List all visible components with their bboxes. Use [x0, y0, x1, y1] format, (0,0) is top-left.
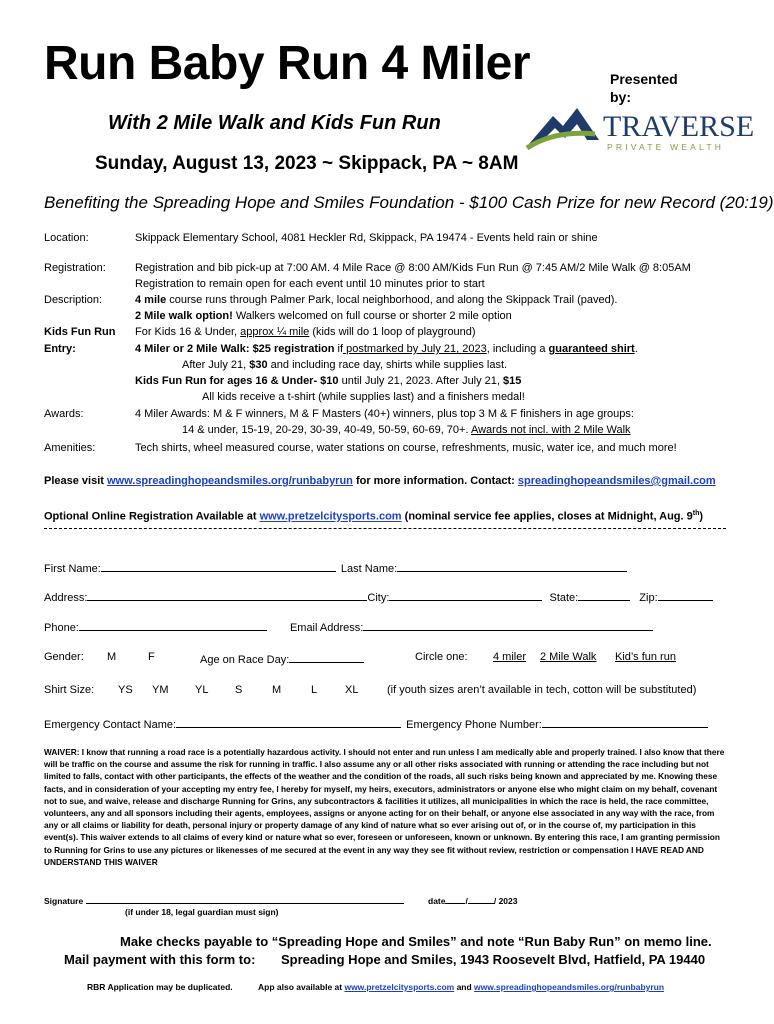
option-kids-fun-run[interactable] [615, 651, 676, 663]
presented-by-text: Presented by: [610, 71, 678, 105]
cut-line-divider [44, 528, 726, 529]
kids-fun-run-label: Kids Fun Run [44, 326, 116, 338]
address-row [44, 589, 713, 604]
size-ym[interactable]: YM [152, 684, 169, 696]
gender-label: Gender: [44, 651, 84, 663]
address-field[interactable] [87, 589, 367, 601]
first-name-field[interactable] [101, 560, 336, 572]
after-a: After July 21, [182, 359, 250, 371]
kids-distance: approx ¼ mile [240, 326, 310, 338]
date-month-field[interactable] [445, 894, 468, 906]
online-sup: th [692, 510, 700, 517]
description-text-1: course runs through Palmer Park, local neighborhood, and along the Skippack Trail (paved). [166, 294, 618, 306]
emergency-phone-label: Emergency Phone Number: [406, 719, 542, 731]
description-bold-2: 2 Mile walk option! [135, 310, 233, 322]
first-name-label: First Name: [44, 563, 101, 575]
email-label: Email Address: [289, 622, 364, 634]
subtitle: With 2 Mile Walk and Kids Fun Run [108, 112, 441, 134]
mountain-logo-icon [527, 108, 599, 148]
event-dateline: Sunday, August 13, 2023 ~ Skippack, PA ~ 8AM [95, 153, 519, 174]
size-s[interactable]: S [235, 684, 243, 696]
registration-label: Registration: [44, 262, 106, 274]
first-name-row [44, 560, 627, 575]
emergency-row [44, 716, 708, 731]
age-label: Age on Race Day: [200, 654, 290, 666]
age-row [200, 651, 364, 666]
app-link-runbabyrun[interactable]: www.spreadinghopeandsmiles.org/runbabyrun [474, 982, 665, 992]
city-label: City: [367, 592, 390, 604]
emergency-name-label: Emergency Contact Name: [44, 719, 177, 731]
online-a: Optional Online Registration Available at [44, 510, 260, 523]
amenities-label: Amenities: [44, 442, 96, 454]
entry-label: Entry: [44, 343, 76, 355]
option-4-miler[interactable] [493, 651, 526, 663]
age-field[interactable] [289, 651, 364, 663]
online-registration-line [44, 510, 703, 523]
last-name-field[interactable] [397, 560, 627, 572]
location-label: Location: [44, 232, 89, 244]
address-label: Address: [44, 592, 88, 604]
description-label: Description: [44, 294, 103, 306]
email-field[interactable] [363, 619, 653, 631]
option-4-miler-text: 4 miler [493, 651, 527, 663]
zip-label: Zip: [639, 592, 658, 604]
guardian-note: (if under 18, legal guardian must sign) [125, 907, 279, 917]
size-m[interactable]: M [272, 684, 282, 696]
entry-b: , including a [486, 343, 549, 355]
date-row [428, 894, 518, 906]
shirt-note: (if youth sizes aren’t available in tech, cotton will be substituted) [387, 684, 697, 696]
kids-fee-bold: Kids Fun Run for ages 16 & Under- $10 [135, 375, 339, 387]
phone-field[interactable] [79, 619, 267, 631]
kids-fee-line [135, 375, 521, 387]
mail-address: Spreading Hope and Smiles, 1943 Roosevelt Blvd, Hatfield, PA 19440 [281, 952, 706, 967]
entry-c: . [634, 343, 638, 355]
entry-fee-line [135, 343, 638, 355]
emergency-name-field[interactable] [176, 716, 401, 728]
size-ys[interactable]: YS [118, 684, 133, 696]
contact-email-link[interactable]: spreadinghopeandsmiles@gmail.com [517, 475, 716, 487]
page-title: Run Baby Run 4 Miler [44, 37, 531, 90]
app-link-pretzel[interactable]: www.pretzelcitysports.com [344, 982, 455, 992]
phone-label: Phone: [44, 622, 79, 634]
location-text: Skippack Elementary School, 4081 Heckler Rd, Skippack, PA 19474 - Events held rain or shine [135, 232, 598, 244]
after-b: and including race day, shirts while supplies last. [267, 359, 508, 371]
kids-text-a: For Kids 16 & Under, [135, 326, 241, 338]
benefit-line: Benefiting the Spreading Hope and Smiles Foundation - $100 Cash Prize for new Record (20:19) [44, 193, 774, 212]
signature-label: Signature [44, 896, 84, 906]
date-label: date [428, 896, 446, 906]
gender-f-option[interactable]: F [148, 651, 155, 663]
phone-row [44, 619, 653, 634]
logo-tagline: PRIVATE WEALTH [607, 142, 725, 152]
registration-text-1: Registration and bib pick-up at 7:00 AM. 4 Mile Race @ 8:00 AM/Kids Fun Run @ 7:45 AM/2 Mile Walk @ 8:05AM [135, 262, 691, 274]
visit-line [44, 475, 716, 487]
kids-fee-late: $15 [503, 375, 522, 387]
entry-a: if [334, 343, 344, 355]
awards-line-1: 4 Miler Awards: M & F winners, M & F Masters (40+) winners, plus top 3 M & F finishers in age groups: [135, 408, 634, 420]
date-day-field[interactable] [468, 894, 494, 904]
shirt-size-label: Shirt Size: [44, 684, 95, 696]
awards-age-groups: 14 & under, 15-19, 20-29, 30-39, 40-49, 50-59, 60-69, 70+. [182, 424, 471, 436]
runbabyrun-link[interactable]: www.spreadinghopeandsmiles.org/runbabyrun [107, 475, 353, 487]
description-text-2: Walkers welcomed on full course or shorter 2 mile option [232, 310, 512, 322]
size-yl[interactable]: YL [195, 684, 209, 696]
registration-text-2: Registration to remain open for each event until 10 minutes prior to start [135, 278, 485, 290]
description-bold-1: 4 mile [135, 294, 167, 306]
option-2-mile-walk-text: 2 Mile Walk [540, 651, 597, 663]
app-a: App also available at [258, 982, 345, 992]
after-price: $30 [249, 359, 268, 371]
size-xl[interactable]: XL [345, 684, 359, 696]
pretzelcitysports-link[interactable]: www.pretzelcitysports.com [259, 510, 402, 523]
entry-postmark: postmarked by July 21, 2023 [343, 343, 487, 355]
online-b: (nominal service fee applies, closes at Midnight, Aug. 9 [401, 510, 693, 523]
duplicate-note: RBR Application may be duplicated. [87, 982, 233, 992]
late-fee-line [182, 359, 507, 371]
last-name-label: Last Name: [340, 563, 398, 575]
zip-field[interactable] [658, 589, 713, 601]
app-available-line [258, 982, 664, 992]
date-year: / 2023 [493, 896, 518, 906]
gender-m-option[interactable]: M [107, 651, 117, 663]
signature-field[interactable] [86, 894, 404, 904]
kids-text-b: (kids will do 1 loop of playground) [309, 326, 476, 338]
kids-tshirt-line: All kids receive a t-shirt (while supplies last) and a finishers medal! [202, 391, 525, 403]
entry-guaranteed-shirt: guaranteed shirt [548, 343, 635, 355]
kids-fee-a: until July 21, 2023. After July 21, [338, 375, 504, 387]
state-label: State: [549, 592, 579, 604]
visit-b: for more information. Contact: [352, 475, 518, 487]
online-c: ) [699, 510, 704, 523]
kids-description [135, 326, 476, 338]
awards-label: Awards: [44, 408, 84, 420]
entry-bold: 4 Miler or 2 Mile Walk: $25 registration [135, 343, 335, 355]
traverse-logo [525, 100, 755, 156]
awards-walk-note: Awards not incl. with 2 Mile Walk [470, 424, 631, 436]
description-line-1 [135, 294, 617, 306]
option-2-mile-walk[interactable] [540, 651, 596, 663]
awards-line-2 [182, 424, 631, 436]
waiver-text: WAIVER: I know that running a road race is a potentially hazardous activity. I should not enter and run unless I am medically able and properly trained. I also know that there will be traffic on the course and assume the risk for running in traffic. I also assume any or all other risks associated with running or attending the race including but not limited to falls, contact with other participants, the effects of the weather and the condition of the roads, all such risks being known and appreciated by me. Knowing these facts, and in consideration of your accepting my entry fee, I hereby for myself, my heirs, executors, administrators or anyone else who might claim on my behalf, covenant not to sue, and waive, release and discharge Running for Grins, any subcontractors & facilities it utilizes, all municipalities in which the race is held, the race committee, volunteers, any and all sponsors including their agents, employees, assigns or anyone acting for on their behalf, or anyone else associated in any way with the race, from any or all claims or liability for death, personal injury or property damage of any kind of nature what so ever arising out of, or in the course of, my participation in this event(s). This waiver extends to all claims of every kind or nature what so ever, foreseen or unforeseen, known or unknown. By entering this race, I am granting permission to Running for Grins to use any pictures or likenesses of me secured at the event in any way they see fit without review, restriction or compensation I HAVE READ AND UNDERSTAND THIS WAIVER [44, 747, 725, 867]
visit-a: Please visit [44, 475, 107, 487]
emergency-phone-field[interactable] [542, 716, 708, 728]
logo-name: TRAVERSE [603, 110, 755, 143]
state-field[interactable] [578, 589, 630, 601]
description-line-2 [135, 310, 512, 322]
amenities-text: Tech shirts, wheel measured course, water stations on course, refreshments, music, water ice, and much more! [135, 442, 677, 454]
city-field[interactable] [389, 589, 542, 601]
app-b: and [454, 982, 475, 992]
circle-one-label: Circle one: [415, 651, 468, 663]
signature-row [44, 894, 404, 906]
checks-payable-line: Make checks payable to “Spreading Hope and Smiles” and note “Run Baby Run” on memo line. [120, 934, 712, 949]
date-sep: / [465, 896, 468, 906]
size-l[interactable]: L [311, 684, 318, 696]
option-kids-text: Kid’s fun run [615, 651, 676, 663]
mail-label: Mail payment with this form to: [64, 952, 256, 967]
